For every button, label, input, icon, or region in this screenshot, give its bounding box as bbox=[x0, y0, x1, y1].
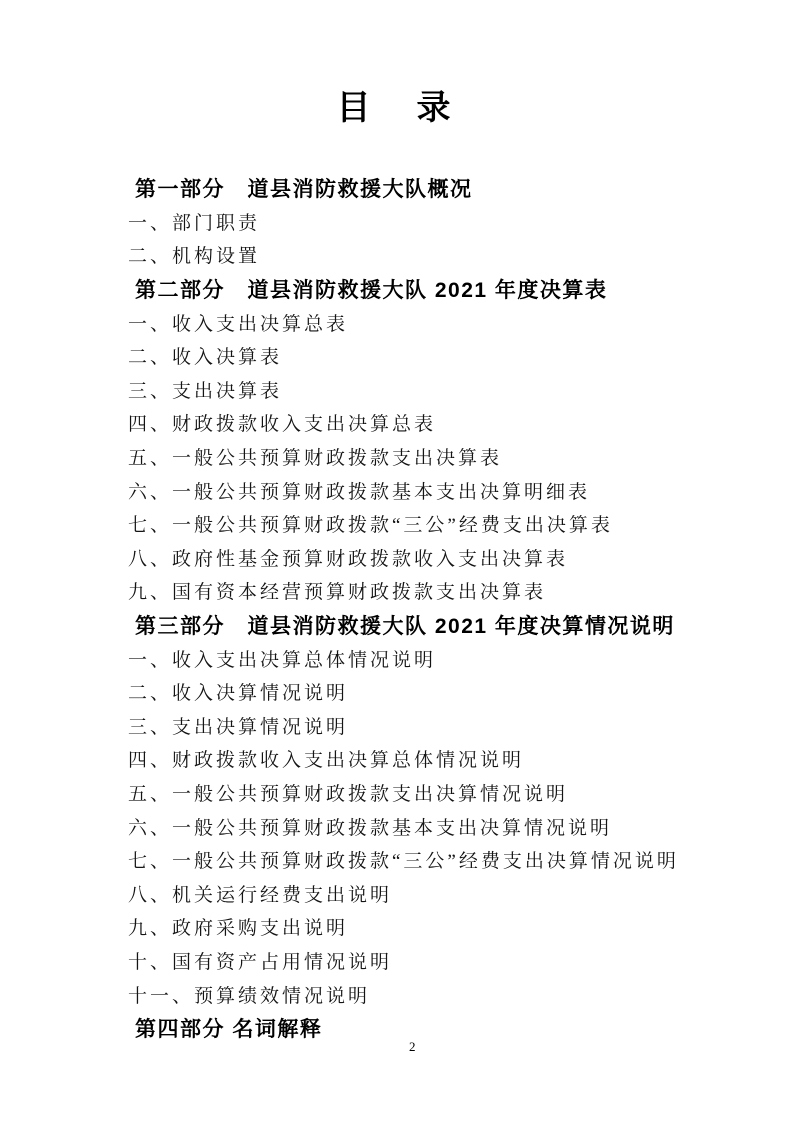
toc-item: 三、支出决算表 bbox=[128, 380, 283, 402]
toc-section-heading: 第二部分 道县消防救援大队 2021 年度决算表 bbox=[135, 278, 608, 302]
toc-item: 十一、预算绩效情况说明 bbox=[128, 985, 371, 1007]
toc-item: 五、一般公共预算财政拨款支出决算表 bbox=[128, 448, 503, 470]
toc-item: 一、收入支出决算总表 bbox=[128, 313, 349, 335]
toc-item: 七、一般公共预算财政拨款“三公”经费支出决算情况说明 bbox=[128, 851, 679, 873]
toc-item: 二、收入决算情况说明 bbox=[128, 683, 349, 705]
toc-item: 十、国有资产占用情况说明 bbox=[128, 951, 393, 973]
toc-item: 九、国有资本经营预算财政拨款支出决算表 bbox=[128, 582, 547, 604]
toc-item: 四、财政拨款收入支出决算总表 bbox=[128, 414, 437, 436]
toc-item: 九、政府采购支出说明 bbox=[128, 918, 349, 940]
toc-item: 二、机构设置 bbox=[128, 246, 261, 268]
toc-item: 七、一般公共预算财政拨款“三公”经费支出决算表 bbox=[128, 515, 613, 537]
toc-section-heading: 第四部分 名词解释 bbox=[135, 1017, 323, 1041]
toc-item: 一、收入支出决算总体情况说明 bbox=[128, 649, 437, 671]
toc-item: 二、收入决算表 bbox=[128, 347, 283, 369]
toc-item: 三、支出决算情况说明 bbox=[128, 716, 349, 738]
toc-item: 六、一般公共预算财政拨款基本支出决算明细表 bbox=[128, 481, 591, 503]
table-of-contents bbox=[128, 171, 733, 1044]
toc-item: 八、政府性基金预算财政拨款收入支出决算表 bbox=[128, 548, 569, 570]
toc-item: 八、机关运行经费支出说明 bbox=[128, 884, 393, 906]
page-number: 2 bbox=[409, 1039, 416, 1054]
toc-item: 五、一般公共预算财政拨款支出决算情况说明 bbox=[128, 783, 569, 805]
toc-item: 四、财政拨款收入支出决算总体情况说明 bbox=[128, 750, 525, 772]
page-title: 目 录 bbox=[336, 89, 457, 127]
toc-item: 六、一般公共预算财政拨款基本支出决算情况说明 bbox=[128, 817, 613, 839]
toc-section-heading: 第一部分 道县消防救援大队概况 bbox=[135, 177, 473, 201]
toc-section-heading: 第三部分 道县消防救援大队 2021 年度决算情况说明 bbox=[135, 614, 675, 638]
toc-item: 一、部门职责 bbox=[128, 212, 261, 234]
